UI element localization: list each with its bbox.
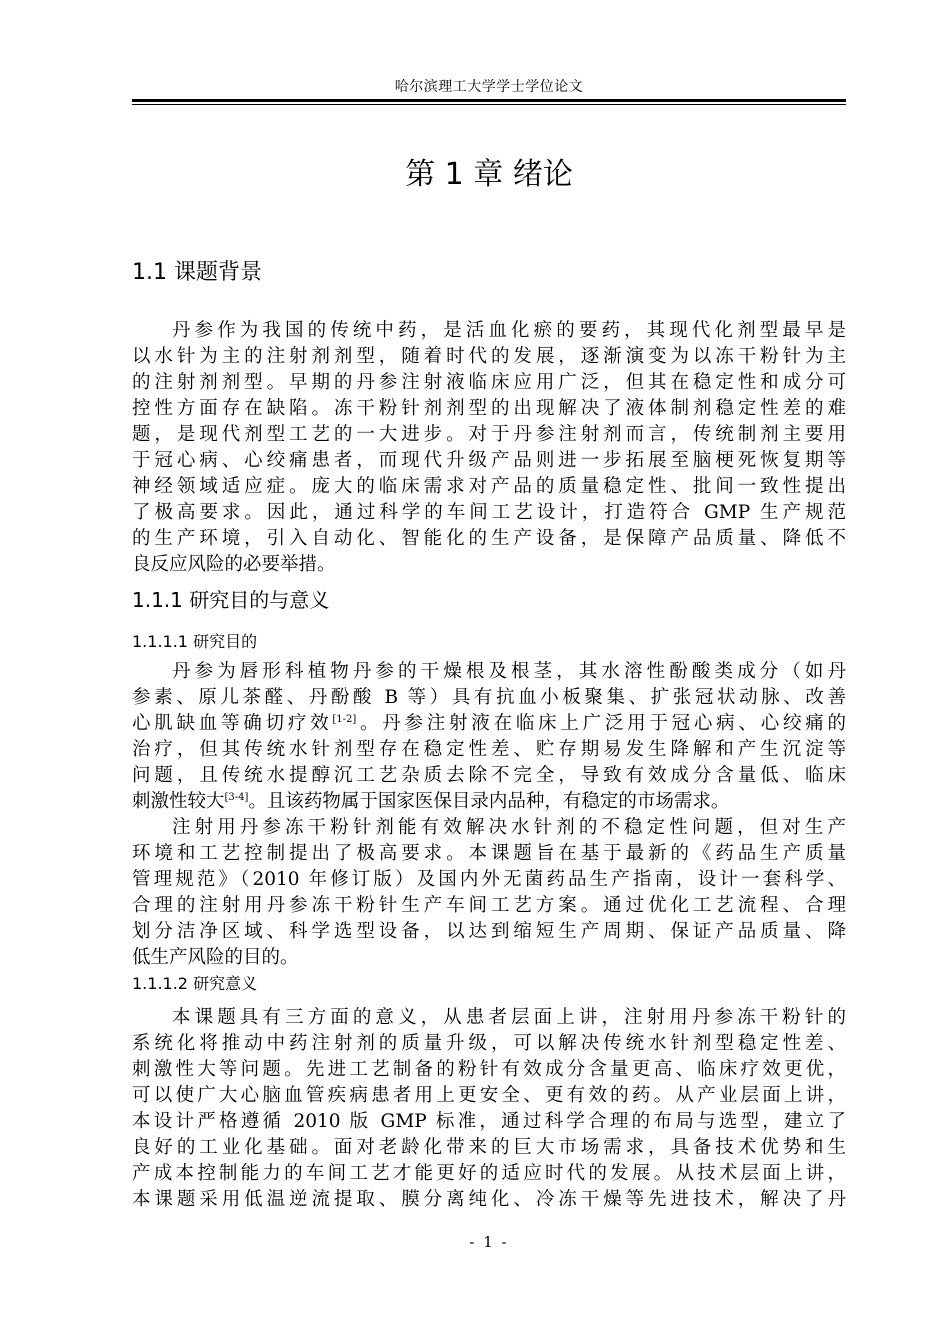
paragraph-line: 刺激性大等问题。先进工艺制备的粉针有效成分含量更高、临床疗效更优， <box>132 1059 846 1080</box>
section-heading-1-1-1-1: 1.1.1.1 研究目的 <box>132 632 258 651</box>
paragraph-line: 低生产风险的目的。 <box>132 947 299 968</box>
paragraph-line: 的注射剂剂型。早期的丹参注射液临床应用广泛，但其在稳定性和成分可 <box>132 372 846 393</box>
section-heading-1-1: 1.1 课题背景 <box>132 260 262 285</box>
paragraph-line: 本设计严格遵循 2010 版 GMP 标准，通过科学合理的布局与选型，建立了 <box>132 1111 846 1132</box>
citation-ref: [3-4] <box>224 792 249 803</box>
paragraph-line: 以水针为主的注射剂剂型，随着时代的发展，逐渐演变为以冻干粉针为主 <box>132 346 846 367</box>
header-rule-thin <box>132 104 846 105</box>
citation-ref: [1-2] <box>332 714 357 725</box>
paragraph-line: 参素、原儿茶醛、丹酚酸 B 等）具有抗血小板聚集、扩张冠状动脉、改善 <box>132 687 846 708</box>
paragraph-line: 产成本控制能力的车间工艺才能更好的适应时代的发展。从技术层面上讲， <box>132 1163 846 1184</box>
text-run: 心肌缺血等确切疗效 <box>132 713 333 734</box>
paragraph-line: 神经领域适应症。庞大的临床需求对产品的质量稳定性、批间一致性提出 <box>132 476 846 497</box>
paragraph-line: 本课题采用低温逆流提取、膜分离纯化、冷冻干燥等先进技术，解决了丹 <box>132 1189 846 1210</box>
paragraph-line <box>132 789 846 815</box>
paragraph-line: 系统化将推动中药注射剂的质量升级，可以解决传统水针剂型稳定性差、 <box>132 1033 846 1054</box>
paragraph-line: 丹参作为我国的传统中药，是活血化瘀的要药，其现代化剂型最早是 <box>172 320 846 341</box>
paragraph-line: 良反应风险的必要举措。 <box>132 554 336 575</box>
paragraph-line: 治疗，但其传统水针剂型存在稳定性差、贮存期易发生降解和产生沉淀等 <box>132 739 846 760</box>
paragraph-line: 了极高要求。因此，通过科学的车间工艺设计，打造符合 GMP 生产规范 <box>132 502 846 523</box>
paragraph-line: 控性方面存在缺陷。冻干粉针剂剂型的出现解决了液体制剂稳定性差的难 <box>132 398 846 419</box>
paragraph-line: 管理规范》（2010 年修订版）及国内外无菌药品生产指南，设计一套科学、 <box>132 869 846 890</box>
paragraph-line: 于冠心病、心绞痛患者，而现代升级产品则进一步拓展至脑梗死恢复期等 <box>132 450 846 471</box>
paragraph-research-significance <box>132 1005 846 1213</box>
chapter-title: 第 1 章 绪论 <box>405 157 573 192</box>
paragraph-line: 划分洁净区域、科学选型设备，以达到缩短生产周期、保证产品质量、降 <box>132 921 846 942</box>
header-rule-thick <box>132 99 846 102</box>
section-heading-1-1-1: 1.1.1 研究目的与意义 <box>132 588 330 612</box>
text-run: 。丹参注射液在临床上广泛用于冠心病、心绞痛的 <box>356 713 846 734</box>
section-heading-1-1-1-2: 1.1.1.2 研究意义 <box>132 974 258 993</box>
paragraph-line <box>132 711 846 737</box>
paragraph-line: 问题，且传统水提醇沉工艺杂质去除不完全，导致有效成分含量低、临床 <box>132 765 846 786</box>
paragraph-line: 注射用丹参冻干粉针剂能有效解决水针剂的不稳定性问题，但对生产 <box>172 817 846 838</box>
paragraph-line: 丹参为唇形科植物丹参的干燥根及根茎，其水溶性酚酸类成分（如丹 <box>172 661 846 682</box>
paragraph-line: 本课题具有三方面的意义，从患者层面上讲，注射用丹参冻干粉针的 <box>172 1007 846 1028</box>
paragraph-research-purpose <box>132 659 846 971</box>
paragraph-line: 合理的注射用丹参冻干粉针生产车间工艺方案。通过优化工艺流程、合理 <box>132 895 846 916</box>
paragraph-line: 题，是现代剂型工艺的一大进步。对于丹参注射剂而言，传统制剂主要用 <box>132 424 846 445</box>
paragraph-line: 良好的工业化基础。面对老龄化带来的巨大市场需求，具备技术优势和生 <box>132 1137 846 1158</box>
paragraph-line: 环境和工艺控制提出了极高要求。本课题旨在基于最新的《药品生产质量 <box>132 843 846 864</box>
page-number: - 1 - <box>469 1233 509 1251</box>
paragraph-line: 可以使广大心脑血管疾病患者用上更安全、更有效的药。从产业层面上讲， <box>132 1085 846 1106</box>
text-run: 。且该药物属于国家医保目录内品种，有稳定的市场需求。 <box>248 791 730 812</box>
paragraph-background <box>132 318 846 578</box>
running-header: 哈尔滨理工大学学士学位论文 <box>394 79 584 95</box>
text-run: 刺激性较大 <box>132 791 225 812</box>
paragraph-line: 的生产环境，引入自动化、智能化的生产设备，是保障产品质量、降低不 <box>132 528 846 549</box>
